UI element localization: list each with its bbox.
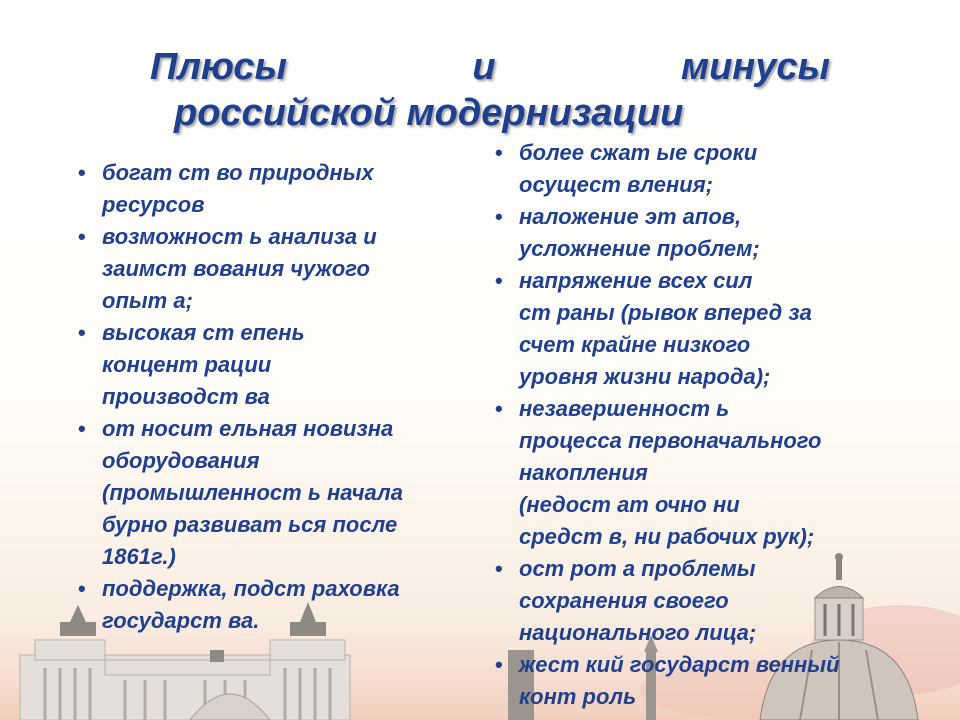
- pros-item: • высокая ст епень концент рации производст ва: [76, 317, 466, 413]
- pros-item: • поддержка, подст раховка государст ва.: [76, 573, 466, 637]
- cons-item: • незавершенност ь процесса первоначального накопления (недост ат очно ни средст в, ни рабочих рук);: [493, 393, 913, 553]
- title-line-1: [150, 44, 830, 90]
- pros-item: • возможност ь анализа и заимст вования чужого опыт а;: [76, 221, 466, 317]
- cons-item: • ост рот а проблемы сохранения своего национального лица;: [493, 553, 913, 649]
- pros-item: • богат ст во природных ресурсов: [76, 157, 466, 221]
- pros-item: • от носит ельная новизна оборудования (промышленност ь начала бурно развиват ься после 1861г.): [76, 413, 466, 573]
- title-word-2: и: [472, 46, 496, 88]
- title-word-1: Плюсы: [150, 46, 287, 88]
- cons-item: • напряжение всех сил ст раны (рывок вперед за счет крайне низкого уровня жизни народа);: [493, 265, 913, 393]
- cons-list: [493, 137, 913, 713]
- cons-item: • более сжат ые сроки осущест вления;: [493, 137, 913, 201]
- pros-list: [76, 157, 466, 637]
- title-word-3: минусы: [680, 46, 830, 88]
- title-line-2: российской модернизации: [174, 92, 684, 134]
- cons-item: • жест кий государст венный конт роль: [493, 649, 913, 713]
- slide-title: [150, 44, 830, 136]
- cons-item: • наложение эт апов, усложнение проблем;: [493, 201, 913, 265]
